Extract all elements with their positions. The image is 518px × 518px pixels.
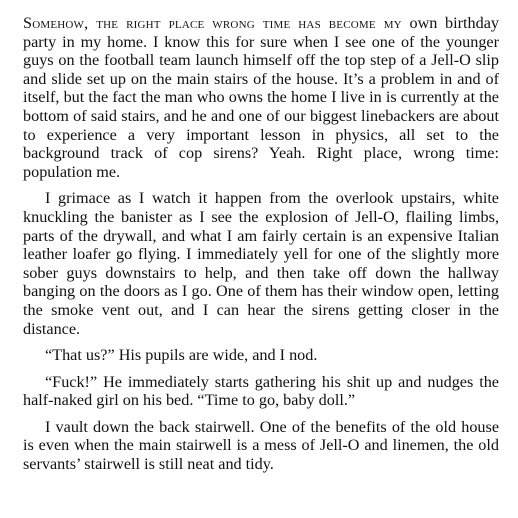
paragraph-1 [23, 14, 499, 181]
paragraph-1-body: own birthday party in my home. I know this for sure when I see one of the younger guys on the football team launch himself off the top step of a Jell-O slip and slide set up on the main stairs of the house. It’s a problem in and of itself, but the fact the man who owns the home I live in is currently at the bottom of said stairs, and he and one of our biggest linebackers are about to experience a very important lesson in physics, all set to the background track of cop sirens? Yeah. Right place, wrong time: population me. [23, 14, 500, 181]
opening-small-caps: Somehow, the right place wrong time has become my [23, 14, 402, 32]
book-page-text [23, 14, 499, 482]
paragraph-5: I vault down the back stairwell. One of the benefits of the old house is even when the main stairwell is a mess of Jell-O and linemen, the old servants’ stairwell is still neat and tidy. [23, 417, 499, 474]
paragraph-4: “Fuck!” He immediately starts gathering his shit up and nudges the half-naked girl on his bed. “Time to go, baby doll.” [23, 372, 499, 410]
paragraph-2: I grimace as I watch it happen from the overlook upstairs, white knuckling the banister as I see the explosion of Jell-O, flailing limbs, parts of the drywall, and what I am fairly certain is an expensive Italian leather loafer go flying. I immediately yell for one of the slightly more sober guys downstairs to help, and then take off down the hallway banging on the doors as I go. One of them has their window open, letting the smoke vent out, and I can hear the sirens getting closer in the distance. [23, 189, 499, 338]
paragraph-3: “That us?” His pupils are wide, and I nod. [45, 346, 318, 365]
